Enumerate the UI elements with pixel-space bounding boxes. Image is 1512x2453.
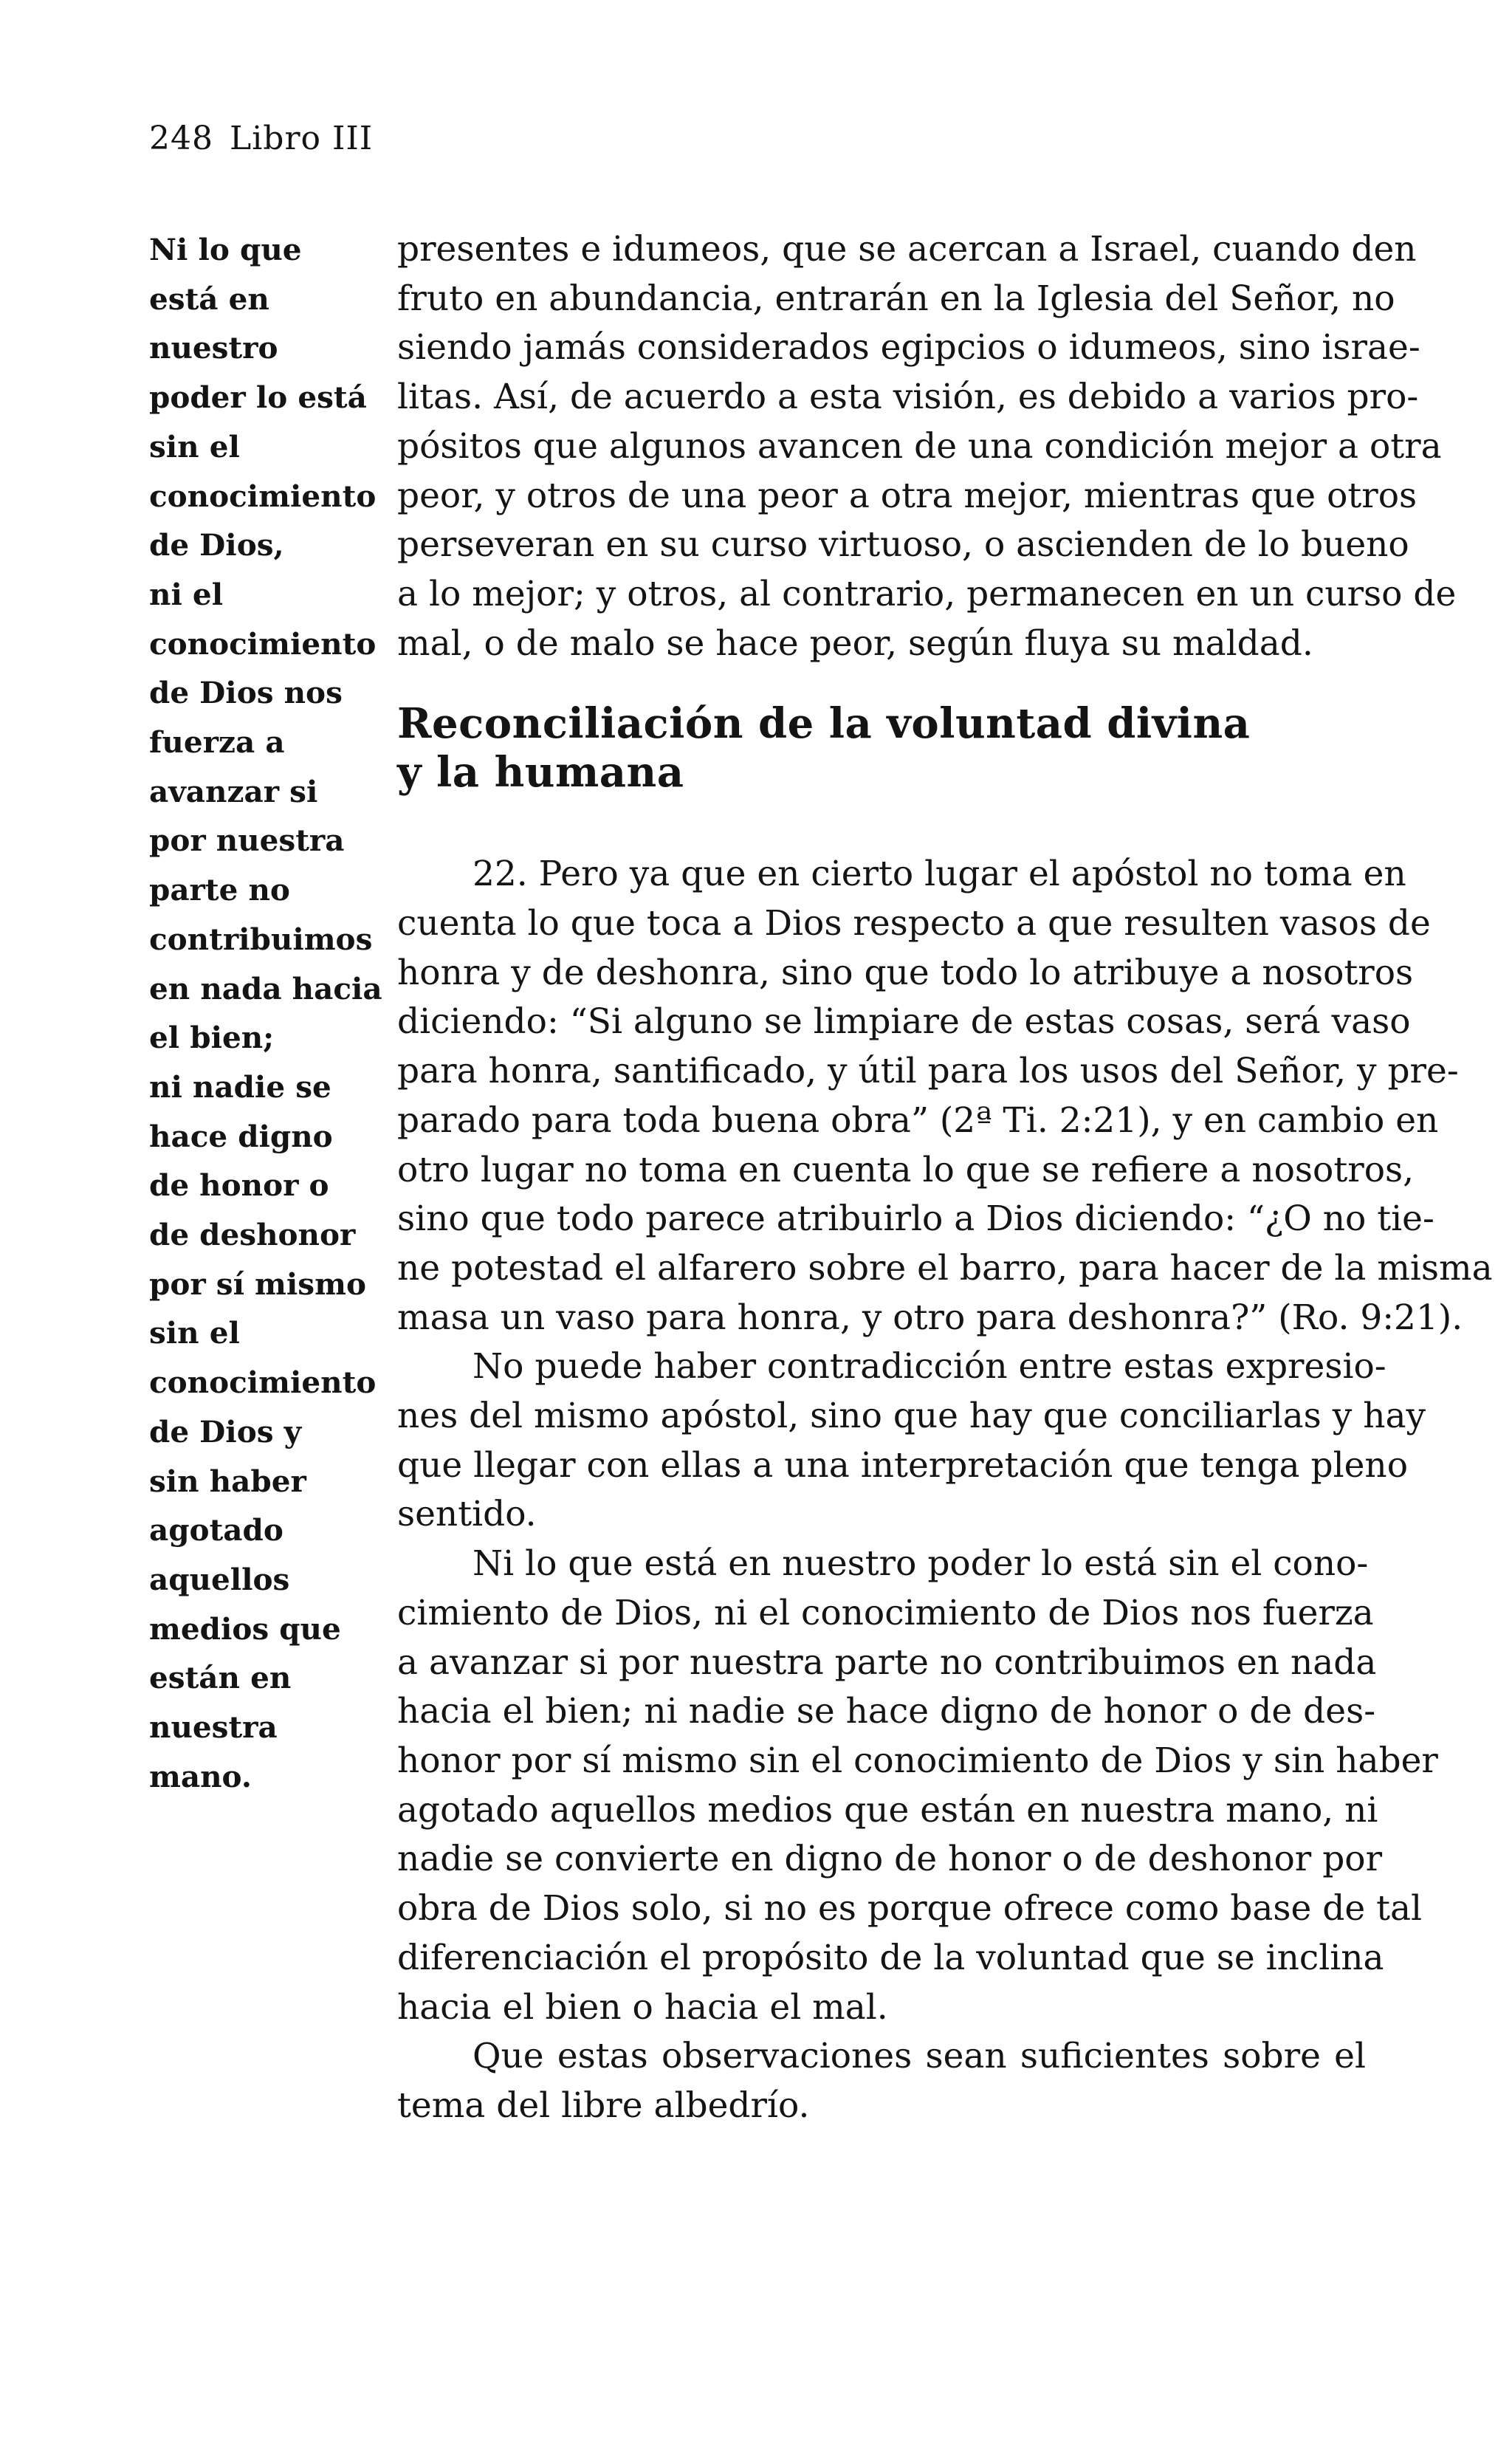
margin-note-line: mano.: [149, 1758, 252, 1794]
opening-paragraph-line: siendo jamás considerados egipcios o idumeos, sino israe-: [397, 327, 1420, 368]
paragraph-knowledge-line: obra de Dios solo, si no es porque ofrece como base de tal: [397, 1888, 1423, 1929]
margin-note-line: nuestro: [149, 330, 278, 366]
section-heading-line: Reconciliación de la voluntad divina: [397, 699, 1251, 749]
margin-note-line: está en: [149, 281, 269, 317]
margin-note-line: de honor o: [149, 1167, 329, 1204]
opening-paragraph-line: pósitos que algunos avancen de una condición mejor a otra: [397, 425, 1442, 467]
paragraph-contradiction-line: nes del mismo apóstol, sino que hay que conciliarlas y hay: [397, 1396, 1426, 1437]
section-heading-line: y la humana: [397, 748, 684, 797]
paragraph-knowledge-line: hacia el bien o hacia el mal.: [397, 1986, 888, 2028]
margin-note-line: medios que: [149, 1610, 341, 1647]
paragraph-knowledge-line: cimiento de Dios, ni el conocimiento de Dios nos fuerza: [397, 1592, 1374, 1633]
margin-note-line: de Dios nos: [149, 675, 343, 711]
paragraph-22: [397, 850, 1493, 1342]
margin-note-line: de Dios,: [149, 527, 284, 563]
margin-note-line: en nada hacia: [149, 970, 382, 1006]
page-header: [149, 118, 373, 159]
paragraph-knowledge-line: hacia el bien; ni nadie se hace digno de honor o de des-: [397, 1691, 1376, 1732]
margin-note-line: agotado: [149, 1512, 284, 1548]
margin-note-line: sin el: [149, 1315, 240, 1351]
margin-note-line: por nuestra: [149, 823, 345, 859]
margin-note-line: conocimiento: [149, 625, 377, 662]
margin-note-line: ni nadie se: [149, 1068, 331, 1105]
paragraph-knowledge-line: honor por sí mismo sin el conocimiento de Dios y sin haber: [397, 1740, 1438, 1781]
paragraph-contradiction-line: que llegar con ellas a una interpretación que tenga pleno: [397, 1444, 1408, 1486]
opening-paragraph-line: perseveran en su curso virtuoso, o ascienden de lo bueno: [397, 524, 1409, 566]
paragraph-22-line: ne potestad el alfarero sobre el barro, para hacer de la misma: [397, 1247, 1493, 1289]
paragraph-22-line: para honra, santificado, y útil para los usos del Señor, y pre-: [397, 1051, 1459, 1092]
margin-note: [149, 225, 385, 1802]
opening-paragraph-line: fruto en abundancia, entrarán en la Iglesia del Señor, no: [397, 278, 1395, 319]
paragraph-closing-line: tema del libre albedrío.: [397, 2085, 810, 2126]
paragraph-22-line: parado para toda buena obra” (2ª Ti. 2:21), y en cambio en: [397, 1099, 1439, 1141]
paragraph-22-line: diciendo: “Si alguno se limpiare de estas cosas, será vaso: [397, 1001, 1411, 1043]
margin-note-line: conocimiento: [149, 478, 377, 514]
paragraph-22-line: sino que todo parece atribuirlo a Dios diciendo: “¿O no tie-: [397, 1198, 1434, 1240]
opening-paragraph-line: a lo mejor; y otros, al contrario, permanecen en un curso de: [397, 573, 1457, 614]
margin-note-line: fuerza a: [149, 724, 285, 761]
paragraph-closing: [397, 2032, 1366, 2130]
margin-note-line: por sí mismo: [149, 1266, 366, 1302]
margin-note-line: el bien;: [149, 1020, 275, 1056]
margin-note-line: de deshonor: [149, 1217, 356, 1253]
paragraph-contradiction-line: sentido.: [397, 1494, 537, 1535]
margin-note-line: sin haber: [149, 1463, 306, 1499]
margin-note-line: Ni lo que: [149, 232, 302, 267]
paragraph-22-line: otro lugar no toma en cuenta lo que se refiere a nosotros,: [397, 1149, 1415, 1190]
paragraph-closing-line: Que estas observaciones sean suficientes sobre el: [472, 2036, 1366, 2077]
paragraph-knowledge: [397, 1540, 1438, 2032]
margin-note-line: conocimiento: [149, 1365, 377, 1401]
book-title: Libro III: [229, 120, 374, 157]
margin-note-line: contribuimos: [149, 921, 373, 957]
paragraph-knowledge-line: a avanzar si por nuestra parte no contribuimos en nada: [397, 1641, 1377, 1683]
margin-note-line: nuestra: [149, 1709, 278, 1746]
margin-note-line: sin el: [149, 428, 240, 464]
main-text: [397, 225, 1493, 2131]
opening-paragraph-line: peor, y otros de una peor a otra mejor, mientras que otros: [397, 475, 1418, 516]
paragraph-knowledge-line: agotado aquellos medios que están en nuestra mano, ni: [397, 1789, 1378, 1831]
page-number: 248: [149, 120, 213, 157]
paragraph-22-line: cuenta lo que toca a Dios respecto a que resulten vasos de: [397, 903, 1431, 944]
paragraph-knowledge-line: diferenciación el propósito de la voluntad que se inclina: [397, 1937, 1384, 1978]
margin-note-line: poder lo está: [149, 380, 367, 416]
paragraph-22-line: 22. Pero ya que en cierto lugar el apóstol no toma en: [472, 854, 1406, 895]
margin-note-line: aquellos: [149, 1561, 290, 1597]
opening-paragraph-line: presentes e idumeos, que se acercan a Israel, cuando den: [397, 229, 1417, 270]
margin-note-line: hace digno: [149, 1118, 333, 1154]
paragraph-contradiction: [397, 1342, 1426, 1540]
opening-paragraph-line: mal, o de malo se hace peor, según fluya su maldad.: [397, 622, 1313, 664]
paragraph-contradiction-line: No puede haber contradicción entre estas expresio-: [472, 1346, 1386, 1387]
paragraph-knowledge-line: nadie se convierte en digno de honor o de deshonor por: [397, 1839, 1383, 1880]
margin-note-line: están en: [149, 1660, 292, 1696]
paragraph-22-line: masa un vaso para honra, y otro para deshonra?” (Ro. 9:21).: [397, 1297, 1463, 1338]
margin-note-line: avanzar si: [149, 773, 318, 809]
opening-paragraph-line: litas. Así, de acuerdo a esta visión, es debido a varios pro-: [397, 377, 1419, 418]
paragraph-knowledge-line: Ni lo que está en nuestro poder lo está sin el cono-: [472, 1543, 1369, 1585]
margin-note-line: parte no: [149, 872, 290, 908]
section-heading: [397, 699, 1366, 797]
margin-note-line: de Dios y: [149, 1413, 302, 1450]
paragraph-22-line: honra y de deshonra, sino que todo lo atribuye a nosotros: [397, 952, 1414, 993]
opening-paragraph: [397, 225, 1457, 668]
margin-note-line: ni el: [149, 576, 224, 612]
